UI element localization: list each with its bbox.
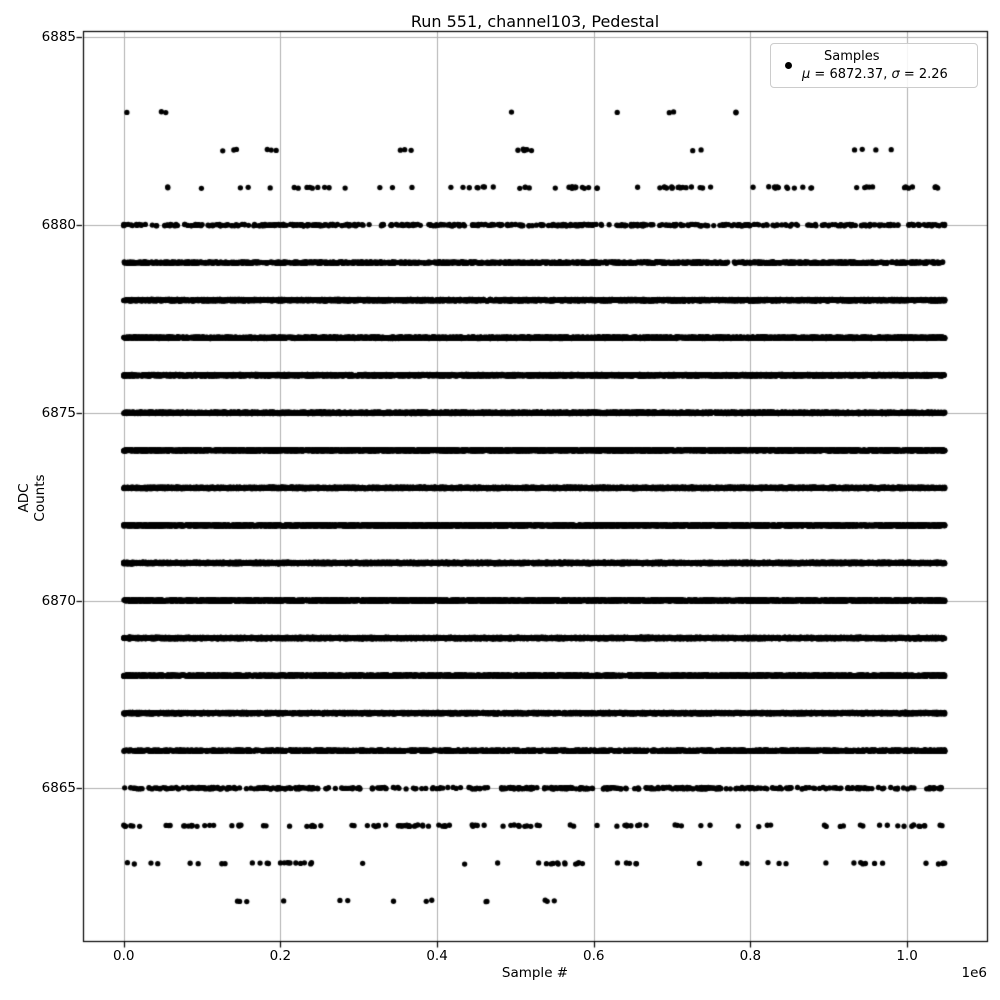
y-tick-label: 6870 <box>41 592 76 609</box>
y-tick-label: 6885 <box>41 29 76 46</box>
y-tick-label: 6880 <box>41 217 76 234</box>
x-tick-label: 1.0 <box>896 948 918 964</box>
legend-sigma-value: = 2.26 <box>899 66 948 82</box>
x-tick-label: 0.0 <box>112 948 135 964</box>
y-axis-label: ADC Counts <box>16 474 48 522</box>
legend-stats-line <box>802 66 969 84</box>
legend-text <box>802 48 969 84</box>
y-tick-label: 6875 <box>41 404 76 421</box>
legend-sample-marker-icon <box>785 62 792 69</box>
legend <box>770 43 978 88</box>
legend-mu-symbol: μ <box>802 66 811 82</box>
legend-label-samples: Samples <box>824 48 880 64</box>
x-tick-label: 0.6 <box>583 948 605 964</box>
x-axis-label: Sample # <box>501 965 569 981</box>
chart-title: Run 551, channel103, Pedestal <box>410 12 660 31</box>
x-tick-label: 0.4 <box>426 948 448 964</box>
x-tick-label: 0.2 <box>269 948 292 964</box>
x-axis-offset-label: 1e6 <box>961 965 987 981</box>
legend-sigma-symbol: σ <box>891 66 900 82</box>
y-tick-label: 6865 <box>41 780 76 797</box>
legend-mu-value: = 6872.37, <box>810 66 892 82</box>
x-tick-label: 0.8 <box>739 948 762 964</box>
